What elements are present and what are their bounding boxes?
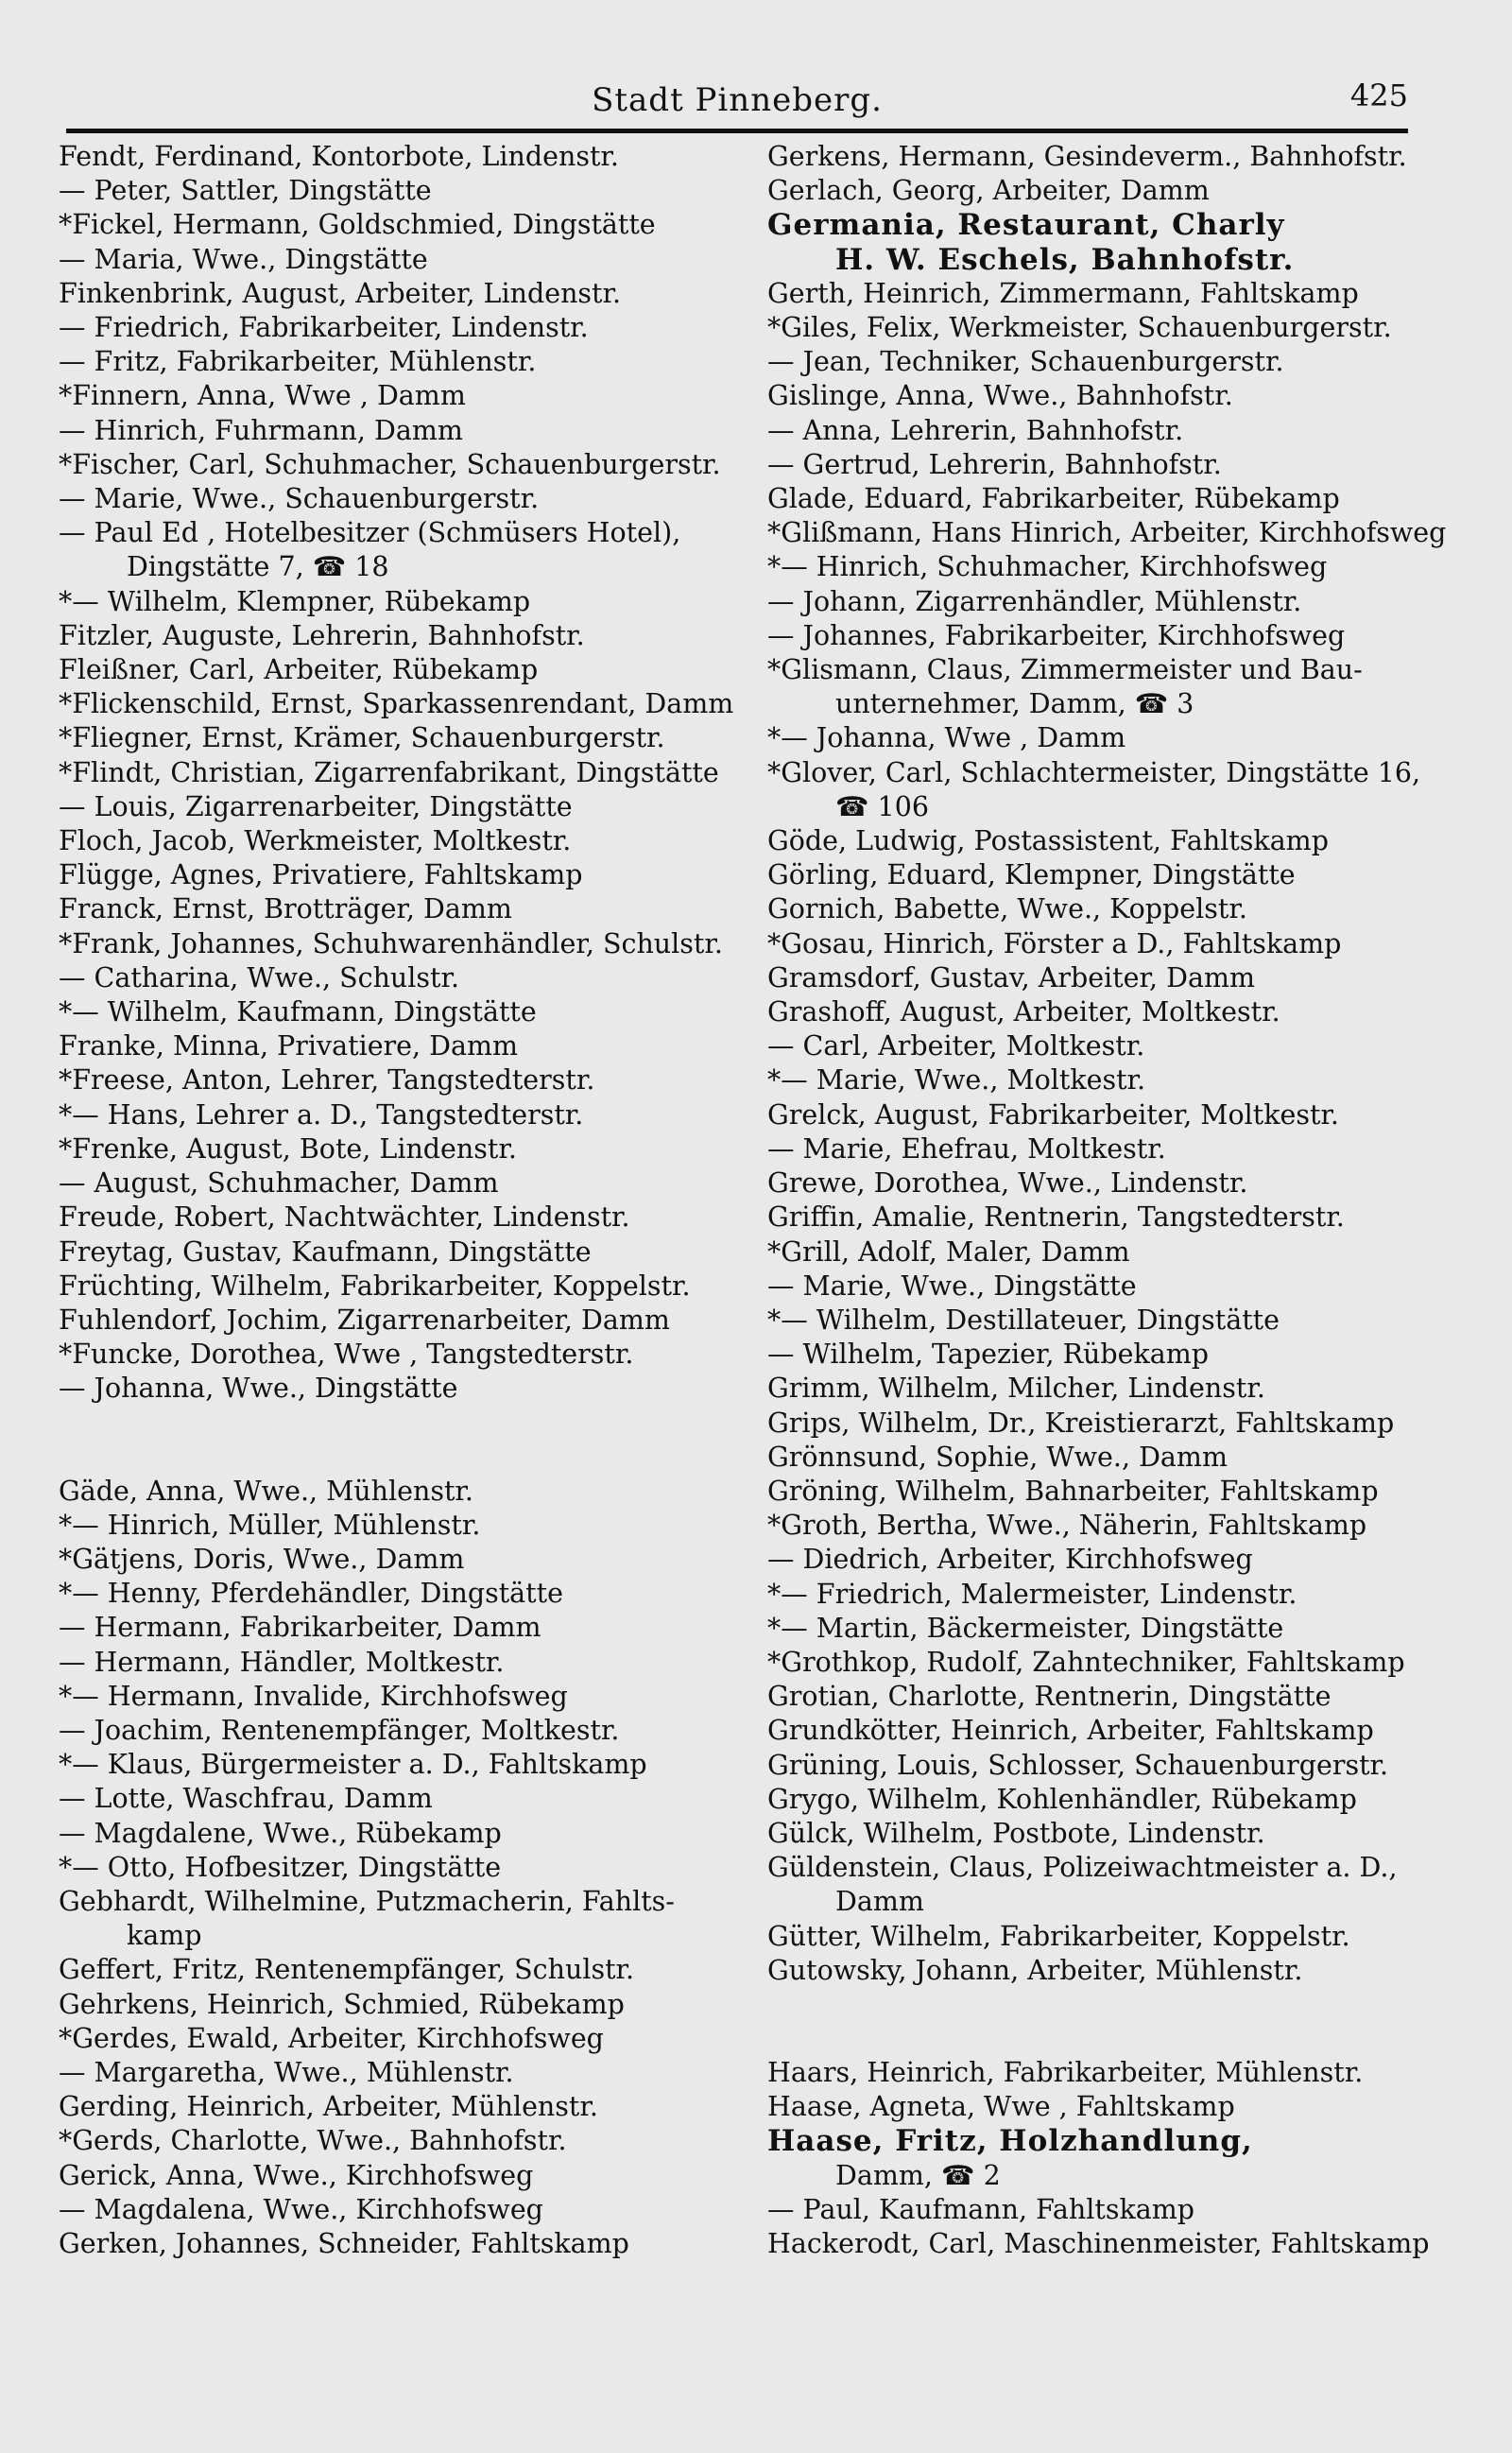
directory-entry: — Hinrich, Fuhrmann, Damm bbox=[59, 414, 463, 446]
directory-entry: Gerding, Heinrich, Arbeiter, Mühlenstr. bbox=[59, 2091, 598, 2123]
directory-entry: Hackerodt, Carl, Maschinenmeister, Fahltskamp bbox=[767, 2227, 1430, 2259]
directory-entry: — Paul, Kaufmann, Fahltskamp bbox=[767, 2193, 1194, 2225]
directory-entry: — Margaretha, Wwe., Mühlenstr. bbox=[59, 2056, 514, 2088]
directory-entry: Gerken, Johannes, Schneider, Fahltskamp bbox=[59, 2227, 629, 2259]
directory-entry: *Frank, Johannes, Schuhwarenhändler, Schulstr. bbox=[59, 927, 723, 959]
directory-entry: *— Hinrich, Müller, Mühlenstr. bbox=[59, 1509, 481, 1541]
directory-entry: *— Wilhelm, Destillateuer, Dingstätte bbox=[767, 1304, 1280, 1336]
directory-entry: Gutowsky, Johann, Arbeiter, Mühlenstr. bbox=[767, 1954, 1303, 1986]
directory-entry: *— Friedrich, Malermeister, Lindenstr. bbox=[767, 1578, 1297, 1610]
directory-entry: Gerth, Heinrich, Zimmermann, Fahltskamp bbox=[767, 277, 1359, 309]
directory-entry: — Catharina, Wwe., Schulstr. bbox=[59, 961, 460, 993]
directory-entry: — Peter, Sattler, Dingstätte bbox=[59, 175, 432, 207]
directory-entry: Finkenbrink, August, Arbeiter, Lindenstr. bbox=[59, 277, 622, 309]
directory-entry: Fleißner, Carl, Arbeiter, Rübekamp bbox=[59, 654, 539, 686]
directory-entry: *Fischer, Carl, Schuhmacher, Schauenburgerstr. bbox=[59, 448, 721, 480]
directory-entry: *— Wilhelm, Klempner, Rübekamp bbox=[59, 585, 531, 617]
directory-entry: Grimm, Wilhelm, Milcher, Lindenstr. bbox=[767, 1373, 1265, 1405]
directory-entry: Flügge, Agnes, Privatiere, Fahltskamp bbox=[59, 859, 583, 891]
directory-entry: Görling, Eduard, Klempner, Dingstätte bbox=[767, 859, 1296, 891]
directory-entry: Freude, Robert, Nachtwächter, Lindenstr. bbox=[59, 1201, 630, 1234]
advert-entry-continuation: H. W. Eschels, Bahnhofstr. bbox=[835, 242, 1295, 277]
directory-entry: Fuhlendorf, Jochim, Zigarrenarbeiter, Damm bbox=[59, 1304, 670, 1336]
directory-entry: Güldenstein, Claus, Polizeiwachtmeister a. D., bbox=[767, 1852, 1398, 1884]
directory-entry: Franke, Minna, Privatiere, Damm bbox=[59, 1030, 519, 1062]
directory-entry: Gäde, Anna, Wwe., Mühlenstr. bbox=[59, 1475, 473, 1507]
directory-entry: Gütter, Wilhelm, Fabrikarbeiter, Koppelstr. bbox=[767, 1920, 1350, 1952]
directory-entry: *— Martin, Bäckermeister, Dingstätte bbox=[767, 1612, 1284, 1644]
directory-entry: — Johanna, Wwe., Dingstätte bbox=[59, 1373, 458, 1405]
directory-entry: Grashoff, August, Arbeiter, Moltkestr. bbox=[767, 996, 1280, 1028]
directory-entry: *Giles, Felix, Werkmeister, Schauenburgerstr. bbox=[767, 312, 1392, 344]
directory-entry: Grips, Wilhelm, Dr., Kreistierarzt, Fahltskamp bbox=[767, 1407, 1395, 1439]
directory-entry: Griffin, Amalie, Rentnerin, Tangstedterstr. bbox=[767, 1201, 1345, 1234]
directory-entry: *— Hinrich, Schuhmacher, Kirchhofsweg bbox=[767, 551, 1328, 583]
directory-entry: — Maria, Wwe., Dingstätte bbox=[59, 243, 428, 275]
directory-entry: *Freese, Anton, Lehrer, Tangstedterstr. bbox=[59, 1064, 595, 1097]
directory-entry: Früchting, Wilhelm, Fabrikarbeiter, Koppelstr. bbox=[59, 1270, 691, 1302]
directory-entry: Grygo, Wilhelm, Kohlenhändler, Rübekamp bbox=[767, 1783, 1357, 1815]
directory-entry: Glade, Eduard, Fabrikarbeiter, Rübekamp bbox=[767, 483, 1340, 515]
directory-entry: *Finnern, Anna, Wwe , Damm bbox=[59, 380, 466, 412]
directory-entry: Fendt, Ferdinand, Kontorbote, Lindenstr. bbox=[59, 141, 619, 172]
directory-entry: — Johannes, Fabrikarbeiter, Kirchhofsweg bbox=[767, 619, 1346, 651]
directory-entry: *Glißmann, Hans Hinrich, Arbeiter, Kirchhofsweg bbox=[767, 517, 1447, 549]
page-number: 425 bbox=[1349, 78, 1408, 113]
directory-entry: — Magdalene, Wwe., Rübekamp bbox=[59, 1817, 502, 1849]
directory-entry: *Flindt, Christian, Zigarrenfabrikant, Dingstätte bbox=[59, 756, 719, 788]
directory-entry: Gebhardt, Wilhelmine, Putzmacherin, Fahlts- bbox=[59, 1885, 675, 1917]
directory-entry: — August, Schuhmacher, Damm bbox=[59, 1167, 499, 1200]
directory-entry: *— Klaus, Bürgermeister a. D., Fahltskamp bbox=[59, 1749, 647, 1781]
directory-entry-continuation: Damm, ☎ 2 bbox=[835, 2159, 1001, 2191]
directory-entry-continuation: unternehmer, Damm, ☎ 3 bbox=[835, 688, 1194, 720]
directory-entry: *Flickenschild, Ernst, Sparkassenrendant, Damm bbox=[59, 688, 734, 720]
directory-entry: — Hermann, Händler, Moltkestr. bbox=[59, 1646, 505, 1678]
directory-entry: *— Hermann, Invalide, Kirchhofsweg bbox=[59, 1680, 568, 1712]
directory-entry: *— Otto, Hofbesitzer, Dingstätte bbox=[59, 1851, 502, 1883]
section-gap bbox=[59, 1407, 739, 1475]
directory-entry: *Glismann, Claus, Zimmermeister und Bau- bbox=[767, 654, 1363, 686]
advert-entry: Germania, Restaurant, Charly bbox=[767, 208, 1285, 243]
section-gap bbox=[767, 1988, 1467, 2056]
header-rule bbox=[66, 129, 1408, 133]
directory-entry: — Lotte, Waschfrau, Damm bbox=[59, 1783, 433, 1815]
directory-entry: *— Marie, Wwe., Moltkestr. bbox=[767, 1064, 1146, 1097]
directory-entry: — Jean, Techniker, Schauenburgerstr. bbox=[767, 346, 1284, 378]
directory-entry: Gröning, Wilhelm, Bahnarbeiter, Fahltskamp bbox=[767, 1475, 1379, 1507]
directory-entry: — Joachim, Rentenempfänger, Moltkestr. bbox=[59, 1714, 620, 1746]
directory-entry: Gehrkens, Heinrich, Schmied, Rübekamp bbox=[59, 1988, 625, 2020]
directory-entry: Grönnsund, Sophie, Wwe., Damm bbox=[767, 1441, 1228, 1473]
directory-entry: *Gerdes, Ewald, Arbeiter, Kirchhofsweg bbox=[59, 2022, 604, 2054]
directory-entry: Haars, Heinrich, Fabrikarbeiter, Mühlenstr. bbox=[767, 2056, 1364, 2088]
directory-entry: Grundkötter, Heinrich, Arbeiter, Fahltskamp bbox=[767, 1715, 1374, 1747]
directory-entry: — Marie, Wwe., Dingstätte bbox=[767, 1270, 1137, 1302]
directory-entry: *Grothkop, Rudolf, Zahntechniker, Fahltskamp bbox=[767, 1646, 1405, 1678]
directory-entry-continuation: Dingstätte 7, ☎ 18 bbox=[127, 551, 389, 583]
directory-entry-continuation: ☎ 106 bbox=[835, 790, 929, 822]
directory-entry: Grelck, August, Fabrikarbeiter, Moltkestr. bbox=[767, 1098, 1339, 1131]
directory-entry: *— Wilhelm, Kaufmann, Dingstätte bbox=[59, 996, 537, 1028]
directory-entry: Haase, Agneta, Wwe , Fahltskamp bbox=[767, 2091, 1235, 2123]
directory-entry: *Glover, Carl, Schlachtermeister, Dingstätte 16, bbox=[767, 756, 1421, 788]
directory-entry: Gramsdorf, Gustav, Arbeiter, Damm bbox=[767, 961, 1255, 993]
directory-entry: Gerlach, Georg, Arbeiter, Damm bbox=[767, 175, 1210, 207]
directory-entry: *Frenke, August, Bote, Lindenstr. bbox=[59, 1132, 517, 1165]
directory-entry: *Fickel, Hermann, Goldschmied, Dingstätte bbox=[59, 209, 656, 241]
page-title: Stadt Pinneberg. bbox=[592, 81, 883, 119]
directory-entry: *— Henny, Pferdehändler, Dingstätte bbox=[59, 1578, 563, 1610]
directory-entry: Gislinge, Anna, Wwe., Bahnhofstr. bbox=[767, 380, 1233, 412]
directory-entry: Grotian, Charlotte, Rentnerin, Dingstätte bbox=[767, 1681, 1332, 1713]
left-column bbox=[59, 140, 739, 2261]
page-header bbox=[66, 78, 1408, 127]
directory-entry: *— Johanna, Wwe , Damm bbox=[767, 722, 1126, 754]
directory-entry: Göde, Ludwig, Postassistent, Fahltskamp bbox=[767, 825, 1329, 857]
directory-entry: — Marie, Ehefrau, Moltkestr. bbox=[767, 1132, 1166, 1165]
directory-entry: *— Hans, Lehrer a. D., Tangstedterstr. bbox=[59, 1098, 584, 1131]
directory-entry: — Louis, Zigarrenarbeiter, Dingstätte bbox=[59, 790, 573, 822]
directory-entry: *Funcke, Dorothea, Wwe , Tangstedterstr. bbox=[59, 1339, 634, 1371]
directory-entry: Gerick, Anna, Wwe., Kirchhofsweg bbox=[59, 2159, 534, 2191]
directory-entry: Grüning, Louis, Schlosser, Schauenburgerstr. bbox=[767, 1749, 1389, 1781]
directory-entry: Geffert, Fritz, Rentenempfänger, Schulstr. bbox=[59, 1954, 635, 1986]
directory-entry: — Magdalena, Wwe., Kirchhofsweg bbox=[59, 2193, 543, 2225]
directory-entry: *Groth, Bertha, Wwe., Näherin, Fahltskamp bbox=[767, 1510, 1367, 1542]
directory-entry: — Fritz, Fabrikarbeiter, Mühlenstr. bbox=[59, 346, 537, 378]
directory-entry: — Paul Ed , Hotelbesitzer (Schmüsers Hotel), bbox=[59, 517, 681, 549]
directory-entry: Gülck, Wilhelm, Postbote, Lindenstr. bbox=[767, 1817, 1265, 1849]
directory-entry: — Friedrich, Fabrikarbeiter, Lindenstr. bbox=[59, 312, 589, 344]
directory-entry: *Gosau, Hinrich, Förster a D., Fahltskamp bbox=[767, 927, 1342, 959]
right-column bbox=[767, 140, 1467, 2261]
directory-entry: *Grill, Adolf, Maler, Damm bbox=[767, 1235, 1130, 1268]
directory-entry: *Fliegner, Ernst, Krämer, Schauenburgerstr. bbox=[59, 722, 665, 754]
directory-entry: — Johann, Zigarrenhändler, Mühlenstr. bbox=[767, 585, 1302, 617]
directory-entry: — Wilhelm, Tapezier, Rübekamp bbox=[767, 1339, 1210, 1371]
directory-entry: — Carl, Arbeiter, Moltkestr. bbox=[767, 1030, 1145, 1062]
directory-entry: — Anna, Lehrerin, Bahnhofstr. bbox=[767, 414, 1184, 446]
directory-entry: *Gätjens, Doris, Wwe., Damm bbox=[59, 1543, 465, 1575]
directory-entry-continuation: kamp bbox=[127, 1920, 202, 1952]
directory-entry: — Diedrich, Arbeiter, Kirchhofsweg bbox=[767, 1544, 1253, 1576]
directory-entry: — Hermann, Fabrikarbeiter, Damm bbox=[59, 1612, 541, 1644]
directory-entry: Gornich, Babette, Wwe., Koppelstr. bbox=[767, 893, 1247, 925]
directory-entry: — Gertrud, Lehrerin, Bahnhofstr. bbox=[767, 448, 1222, 480]
directory-entry-continuation: Damm bbox=[835, 1886, 924, 1918]
directory-entry: — Marie, Wwe., Schauenburgerstr. bbox=[59, 483, 540, 515]
directory-entry: Floch, Jacob, Werkmeister, Moltkestr. bbox=[59, 825, 572, 857]
directory-entry: *Gerds, Charlotte, Wwe., Bahnhofstr. bbox=[59, 2125, 567, 2157]
directory-entry: Fitzler, Auguste, Lehrerin, Bahnhofstr. bbox=[59, 619, 585, 651]
directory-entry: Gerkens, Hermann, Gesindeverm., Bahnhofstr. bbox=[767, 141, 1407, 172]
directory-entry: Grewe, Dorothea, Wwe., Lindenstr. bbox=[767, 1167, 1248, 1200]
advert-entry: Haase, Fritz, Holzhandlung, bbox=[767, 2124, 1253, 2159]
directory-entry: Freytag, Gustav, Kaufmann, Dingstätte bbox=[59, 1235, 592, 1268]
directory-entry: Franck, Ernst, Brotträger, Damm bbox=[59, 893, 512, 925]
